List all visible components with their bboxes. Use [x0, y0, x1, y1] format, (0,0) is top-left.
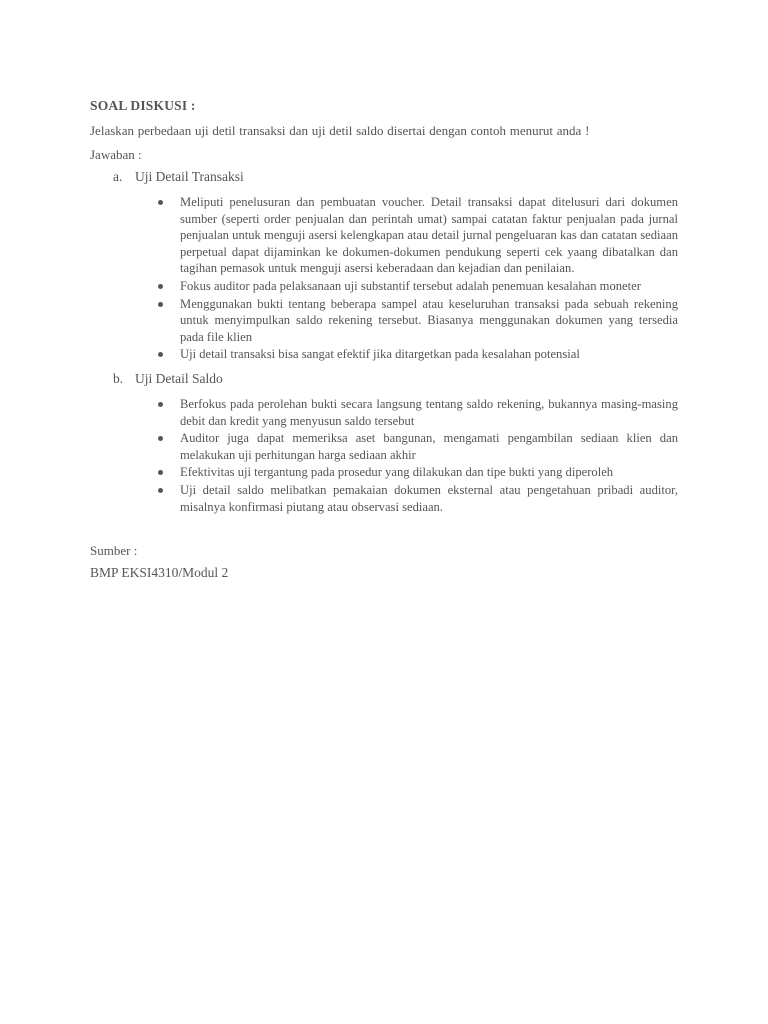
- list-item: [90, 430, 678, 463]
- list-item-text: Auditor juga dapat memeriksa aset bangunan, mengamati pengambilan sediaan klien dan melakukan uji perhitungan harga sediaan akhir: [180, 431, 678, 462]
- list-item-text: Fokus auditor pada pelaksanaan uji substantif tersebut adalah penemuan kesalahan moneter: [180, 278, 641, 293]
- bullet-icon: [158, 488, 163, 493]
- bullet-icon: [158, 352, 163, 357]
- section-marker: a.: [113, 169, 123, 184]
- source-reference: BMP EKSI4310/Modul 2: [90, 565, 229, 581]
- list-item-text: Berfokus pada perolehan bukti secara langsung tentang saldo rekening, bukannya masing-masing debit dan kredit yang menyusun saldo tersebut: [180, 396, 678, 428]
- list-item-text: Uji detail transaksi bisa sangat efektif jika ditargetkan pada kesalahan potensial: [180, 347, 580, 362]
- document-title: SOAL DISKUSI :: [90, 98, 196, 113]
- bullet-icon: [158, 284, 163, 289]
- section-heading: [90, 371, 678, 387]
- list-item: [90, 396, 678, 429]
- bullet-icon: [158, 302, 163, 307]
- list-item: [90, 194, 678, 277]
- section-balance-detail: [90, 371, 678, 515]
- section-marker: b.: [113, 370, 124, 386]
- discussion-question: Jelaskan perbedaan uji detil transaksi dan uji detil saldo disertai dengan contoh menurut anda !: [90, 123, 590, 138]
- list-item: [90, 482, 678, 515]
- bullet-list: [90, 396, 678, 515]
- bullet-icon: [158, 200, 163, 205]
- bullet-list: [90, 194, 678, 363]
- section-transaction-detail: [90, 169, 678, 363]
- section-heading-text: Uji Detail Saldo: [135, 370, 223, 386]
- answer-label: Jawaban :: [90, 147, 142, 162]
- section-heading: [90, 169, 678, 185]
- list-item: [90, 346, 678, 363]
- list-item: [90, 464, 678, 481]
- bullet-icon: [158, 402, 163, 407]
- sources-block: [90, 543, 678, 581]
- list-item-text: Uji detail saldo melibatkan pemakaian dokumen eksternal atau pengetahuan pribadi auditor, misalnya konfirmasi piutang atau observasi sediaan.: [180, 482, 678, 514]
- list-item: [90, 278, 678, 295]
- list-item-text: Efektivitas uji tergantung pada prosedur yang dilakukan dan tipe bukti yang diperoleh: [180, 465, 614, 480]
- list-item-text: Menggunakan bukti tentang beberapa sampel atau keseluruhan transaksi pada sebuah rekening untuk menyimpulkan saldo rekening tersebut. Biasanya menggunakan dokumen yang tersedia pada file klien: [180, 296, 678, 344]
- bullet-icon: [158, 470, 163, 475]
- bullet-icon: [158, 436, 163, 441]
- list-item: [90, 296, 678, 346]
- section-heading-text: Uji Detail Transaksi: [135, 169, 244, 184]
- list-item-text: Meliputi penelusuran dan pembuatan voucher. Detail transaksi dapat ditelusuri dari dokumen sumber (seperti order penjualan dan perintah umat) sampai catatan faktur penjualan pada jurnal penjualan untuk menguji asersi kelengkapan atau detail jurnal pengeluaran kas dan catatan sediaan perpetual dapat dijaminkan ke dokumen-dokumen pendukung seperti cek yaang dibatalkan dan tagihan pemasok untuk menguji asersi keberadaan dan kejadian dan penilaian.: [180, 195, 678, 276]
- source-label: Sumber :: [90, 543, 138, 559]
